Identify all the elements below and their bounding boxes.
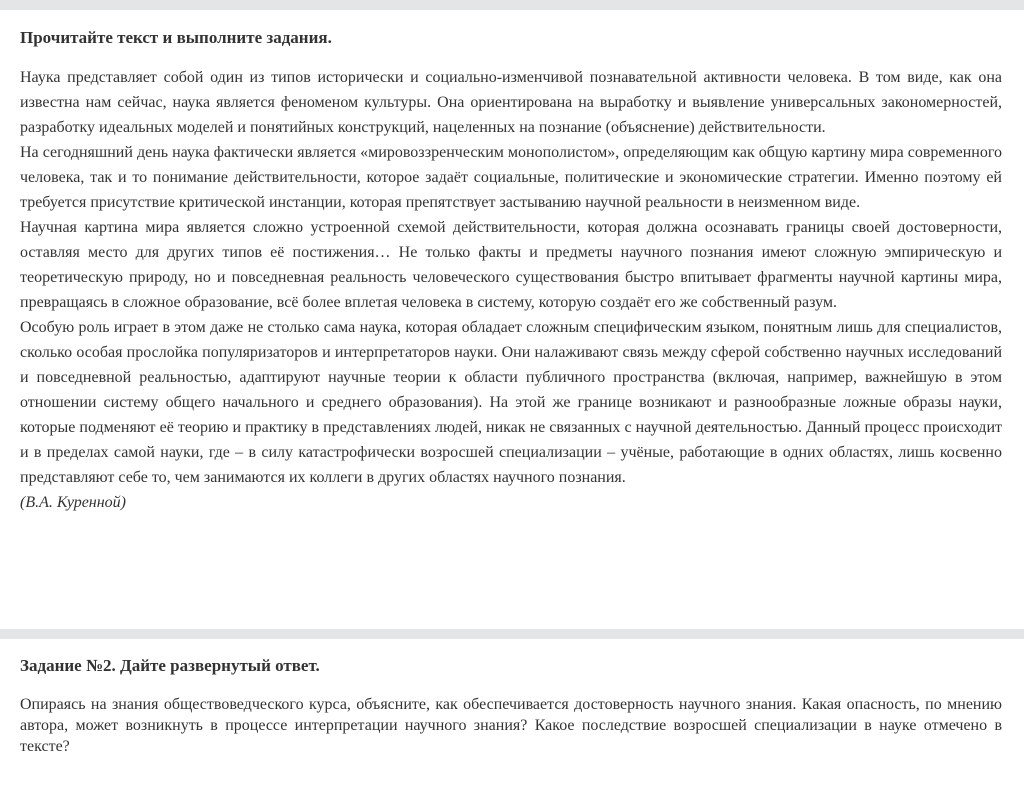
passage-paragraph-4: Особую роль играет в этом даже не столько сама наука, которая обладает сложным специфическим языком, понятным лишь для специалистов, сколько особая прослойка популяризаторов и интерпретаторов науки. Они налаживают связь между сферой собственно научных исследований и повседневной реальностью, адаптируют научные теории к области публичного пространства (включая, например, важнейшую в этом отношении систему общего начального и среднего образования). На этой же границе возникают и разнообразные ложные образы науки, которые подменяют её теорию и практику в представлениях людей, никак не связанных с научной деятельностью. Данный процесс происходит и в пределах самой науки, где – в силу катастрофически возросшей специализации – учёные, работающие в одних областях, лишь косвенно представляют себе то, чем занимаются их коллеги в других областях научного познания. (20, 319, 1002, 486)
task-question-text: Опираясь на знания обществоведческого курса, объясните, как обеспечивается достоверность научного знания. Какая опасность, по мнению автора, может возникнуть в процессе интерпретации научного знания? Какое последствие возросшей специализации в науке отмечено в тексте? (20, 696, 1002, 755)
reading-passage (0, 10, 1024, 515)
passage-paragraph-2: На сегодняшний день наука фактически является «мировоззренческим монополистом», определяющим как общую картину мира современного человека, так и то понимание действительности, которое задаёт социальные, политические и экономические стратегии. Именно поэтому ей требуется присутствие критической инстанции, которая препятствует застыванию научной реальности в неизменном виде. (20, 144, 1002, 211)
section-divider-bar (0, 629, 1024, 639)
passage-author: (В.А. Куренной) (20, 494, 127, 511)
task-section (20, 655, 1002, 757)
passage-paragraph-3: Научная картина мира является сложно устроенной схемой действительности, которая должна осознавать границы своей достоверности, оставляя место для других типов её постижения… Не только факты и предметы научного познания имеют сложную эмпирическую и теоретическую природу, но и повседневная реальность человеческого существования быстро впитывает фрагменты научной картины мира, превращаясь в сложное образование, всё более вплетая человека в систему, которую создаёт его же собственный разум. (20, 219, 1002, 311)
reading-instruction: Прочитайте текст и выполните задания. (20, 28, 332, 47)
task-title: Задание №2. Дайте развернутый ответ. (20, 656, 320, 675)
passage-paragraph-1: Наука представляет собой один из типов исторически и социально-изменчивой познавательной активности человека. В том виде, как она известна нам сейчас, наука является феноменом культуры. Она ориентирована на выработку и выявление универсальных закономерностей, разработку идеальных моделей и понятийных конструкций, нацеленных на познание (объяснение) действительности. (20, 69, 1002, 136)
top-divider-bar (0, 0, 1024, 10)
